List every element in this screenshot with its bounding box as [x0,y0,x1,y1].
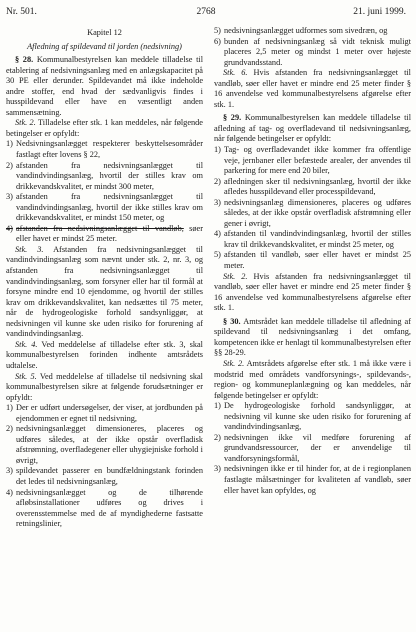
section-28-stk-2: Stk. 2. Tilladelse efter stk. 1 kan meddeles, når følgende betingelser er opfyldt: [6,118,203,138]
publication-date: 21. juni 1999. [353,7,406,17]
stk-label: Stk. 5. [15,371,37,381]
list-item: 1) Nedsivningsanlægget respekterer beskyttelsesområder fastlagt efter lovens § 22, [6,139,203,160]
list-item: 3) nedsivningsanlæg dimensioneres, placeres og udføres således, at der ikke opstår overfladisk afstrømning eller gener i øvrigt, [214,197,411,228]
section-number: § 30. [223,316,241,326]
left-column [6,26,203,530]
chapter-heading: Kapitel 12 [87,28,122,37]
list-item: 4) afstanden til vandindvindingsanlæg, hvortil der stilles krav til drikkevandskvalitet, er mindst 25 meter, og [214,229,411,249]
list-item: 1) Tag- og overfladevandet ikke kommer fra offentlige veje, jernbaner eller befæstede arealer, der anvendes til parkering for mere end 20 biler, [214,145,411,176]
stk-label: Stk. 3. [15,244,44,254]
struck-text: afstanden fra nedsivningsanlægget til vandløb, [16,223,184,233]
stk-label: Stk. 4. [15,339,38,349]
list-item: 3) nedsivningen ikke er til hinder for, at de i regionplanen fastlagte målsætninger for kvaliteten af vandløb, søer eller havet kan opfyldes, og [214,464,411,495]
list-item: 2) nedsivningsanlægget dimensioneres, placeres og udføres således, at der ikke opstår overfladisk afstrømning, overfladegener eller uhygiejniske forhold i øvrigt, [6,424,203,465]
list-item: 3) afstanden fra nedsivningsanlægget til vandindvindingsanlæg, hvortil der ikke stilles krav om drikkevandskvalitet, er mindst 150 meter, og [6,192,203,223]
stk-label: Stk. 2. [223,271,248,281]
list-item: 6) bunden af nedsivningsanlæg så vidt teknisk muligt placeres 2,5 meter og mindst 1 meter over højeste grundvandsstand. [214,36,411,67]
section-30-stk-2: Stk. 2. Amtsrådets afgørelse efter stk. 1 må ikke være i modstrid med områdets vandforsynings-, spildevands-, region- og kommuneplanlægning og kan meddeles, når følgende betingelser er opfyldt: [214,358,412,400]
list-item: 4) nedsivningsanlægget og de tilhørende afløbsinstallationer udføres og drives i overensstemmelse med de af myndighederne fastsatte retningslinier, [6,487,203,529]
section-29-stk-2: Stk. 2. Hvis afstanden fra nedsivningsanlægget til vandløb, søer eller havet er mindre end 25 meter finder § 16 anvendelse ved kommunalbestyrelsens afgørelse efter stk. 1. [214,271,411,313]
list-item: 5) nedsivningsanlægget udformes som sivedræn, og [214,26,388,35]
list-item: 2) nedsivningen ikke vil medføre forurening af grundvandsressourcer, der er anvendelige til vandforsyningsformål, [214,432,411,463]
section-30: § 30. Amtsrådet kan meddele tilladelse til afledning af spildevand til nedsivningsanlæg i det omfang, kompetencen ikke er henlagt til kommunalbestyrelsen efter §§ 28-29. [214,316,411,358]
chapter-title: Afledning af spildevand til jorden (nedsivning) [27,41,182,51]
section-29: § 29. Kommunalbestyrelsen kan meddele tilladelse til afledning af tag- og overfladevand til nedsivningsanlæg, når følgende betingelser er opfyldt: [214,113,411,144]
right-column [214,26,411,496]
list-item: 1) De hydrogeologiske forhold sandsynliggør, at nedsivning vil kunne ske uden risiko for forurening af vandindvindingsanlæg, [214,401,411,432]
section-28: § 28. Kommunalbestyrelsen kan meddele tilladelse til etablering af nedsivningsanlæg med en anlægskapacitet på 30 PE eller derunder. Spildevandet må ikke indeholde andre stoffer, end hvad der sædvanligvis findes i husspildevand eller have en væsentligt anden sammensætning. [6,55,203,117]
section-number: § 28. [15,55,34,65]
page-number: 2768 [196,7,216,17]
section-number: § 29. [223,113,242,123]
page-header [6,5,406,19]
stk-label: Stk. 2. [15,118,36,128]
list-item: 2) afledningen sker til nedsivningsanlæg, hvortil der ikke afledes husspildevand eller processpildevand, [214,176,411,197]
list-item: 5) afstanden til vandløb, søer eller havet er mindst 25 meter. [214,250,411,271]
list-item: 1) Der er udført undersøgelser, der viser, at jordbunden på ejendommen er egnet til nedsivning, [6,403,203,423]
section-28-stk-4: Stk. 4. Ved meddelelse af tilladelse efter stk. 3, skal kommunalbestyrelsen forinden indhente amtsrådets udtalelse. [6,339,203,370]
stk-label: Stk. 6. [223,68,248,78]
list-item: 2) afstanden fra nedsivningsanlægget til vandindvindingsanlæg, hvortil der stilles krav om drikkevandskvalitet, er mindst 300 meter, [6,160,203,191]
issue-number: Nr. 501. [6,7,37,17]
section-28-stk-6: Stk. 6. Hvis afstanden fra nedsivningsanlægget til vandløb, søer eller havet er mindre end 25 meter finder § 16 anvendelse ved kommunalbestyrelsens afgørelse efter stk. 1. [214,68,411,109]
section-28-stk-5: Stk. 5. Ved meddelelse af tilladelse til nedsivning skal kommunalbestyrelsen sikre at følgende forudsætninger er opfyldt: [6,371,203,402]
section-28-stk-3: Stk. 3. Afstanden fra nedsivningsanlægget til vandindvindingsanlæg som nævnt under stk. 2, nr. 3, og afstanden fra nedsivningsanlægget til vandindvindingsanlæg, som forsyner eller har til formål at forsyne mindre end 10 ejendomme, og hvortil der stilles krav om drikkevandskvalitet, kan nedsættes til 75 meter, når de hydrogeologiske forhold sandsynliggør, at nedsivningen vil kunne ske uden risiko for forurening af vandindvindingsanlæg. [6,244,203,339]
list-item: 4) afstanden fra nedsivningsanlægget til vandløb, søer eller havet er mindst 25 meter. [6,223,203,244]
stk-label: Stk. 2. [223,358,245,368]
list-item: 3) spildevandet passerer en bundfældningstank forinden det ledes til nedsivningsanlæg, [6,466,203,486]
